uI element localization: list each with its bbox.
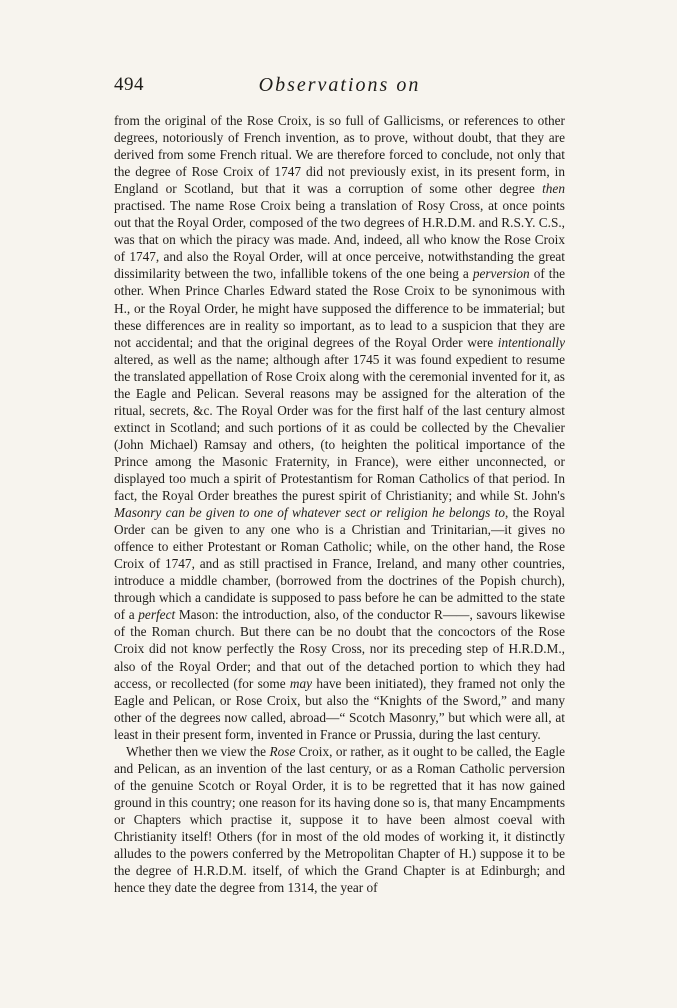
paragraph (114, 112, 565, 743)
page-number: 494 (114, 74, 144, 95)
italic-text: Rose (269, 743, 296, 759)
italic-text: perfect (138, 607, 176, 623)
paragraph (114, 743, 565, 896)
italic-text: perversion (472, 266, 530, 282)
page-header (114, 74, 565, 104)
italic-text: may (289, 675, 313, 691)
body-text-run: practised. The name Rose Croix being a translation of Rosy Cross, at once points out that the Royal Order, composed of the two degrees of H.R.D.M. and R.S.Y. C.S., was that on which the piracy was made. And, indeed, all who know the Rose Croix of 1747, and also the Royal Order, will at once perceive, notwithstanding the great dissimilarity between the two, infallible tokens of the one being a (114, 198, 565, 282)
body-text (114, 112, 565, 896)
body-text-run: from the original of the Rose Croix, is so full of Gallicisms, or references to other degrees, notoriously of French invention, as to prove, without doubt, that they are derived from some French ritual. We are therefore forced to conclude, not only that the degree of Rose Croix of 1747 did not previously exist, in its present form, in England or Scotland, but that it was a corruption of some other degree (114, 113, 565, 197)
body-text-run: , the Royal Order can be given to any one who is a Christian and Trinitarian,—it gives no offence to either Protestant or Roman Catholic; while, on the other hand, the Rose Croix of 1747, and as still practised in France, Ireland, and many other countries, introduce a middle chamber, (borrowed from the doctrines of the Popish church), through which a candidate is supposed to pass before he can be admitted to the state of a (114, 505, 565, 623)
italic-text: Masonry can be given to one of whatever sect or religion he belongs to (114, 505, 506, 521)
body-text-run: Whether then we view the (126, 743, 270, 759)
italic-text: intentionally (497, 334, 565, 350)
body-text-run: of the other. When Prince Charles Edward stated the Rose Croix to be synonimous with H., or the Royal Order, he might have supposed the difference to be immaterial; but these differences are in reality so important, as to lead to a suspicion that they are not accidental; and that the original degrees of the Royal Order were (114, 266, 565, 350)
body-text-run: Mason: the introduction, also, of the conductor R——, savours likewise of the Roman church. But there can be no doubt that the concoctors of the Rose Croix did not know perfectly the Rosy Cross, nor its preceding step of H.R.D.M., also of the Royal Order; and that out of the detached portion to which they had access, or recollected (for some (114, 607, 565, 691)
body-text-run: altered, as well as the name; although after 1745 it was found expedient to resume the translated appellation of Rose Croix along with the ceremonial invented for it, as the Eagle and Pelican. Several reasons may be assigned for the alteration of the ritual, secrets, &c. The Royal Order was for the first half of the last century almost extinct in Scotland; and such portions of it as could be collected by the Chevalier (John Michael) Ramsay and others, (to heighten the political importance of the Prince among the Masonic Fraternity, in France), were either unconnected, or displayed too much a spirit of Protestantism for Roman Catholics of that period. In fact, the Royal Order breathes the purest spirit of Christianity; and while St. John's (114, 351, 565, 504)
body-text-run: have been initiated), they framed not only the Eagle and Pelican, or Rose Croix, but also the “Knights of the Sword,” and many other of the degrees now called, abroad—“ Scotch Masonry,” but which were all, at least in their present form, invented in France or Prussia, during the last century. (114, 675, 566, 742)
body-text-run: Croix, or rather, as it ought to be called, the Eagle and Pelican, as an invention of the last century, or as a Roman Catholic perversion of the genuine Scotch or Royal Order, it is to be regretted that it has now gained ground in this country; one reason for its having done so is, that many Encampments or Chapters which practise it, suppose it to have been almost coeval with Christianity itself! Others (for in most of the old modes of working it, it distinctly alludes to the powers conferred by the Metropolitan Chapter of H.) suppose it to be the degree of H.R.D.M. itself, of which the Grand Chapter is at Edinburgh; and hence they date the degree from 1314, the year of (114, 743, 565, 896)
running-head: Observations on (258, 74, 421, 96)
italic-text: then (542, 181, 565, 197)
